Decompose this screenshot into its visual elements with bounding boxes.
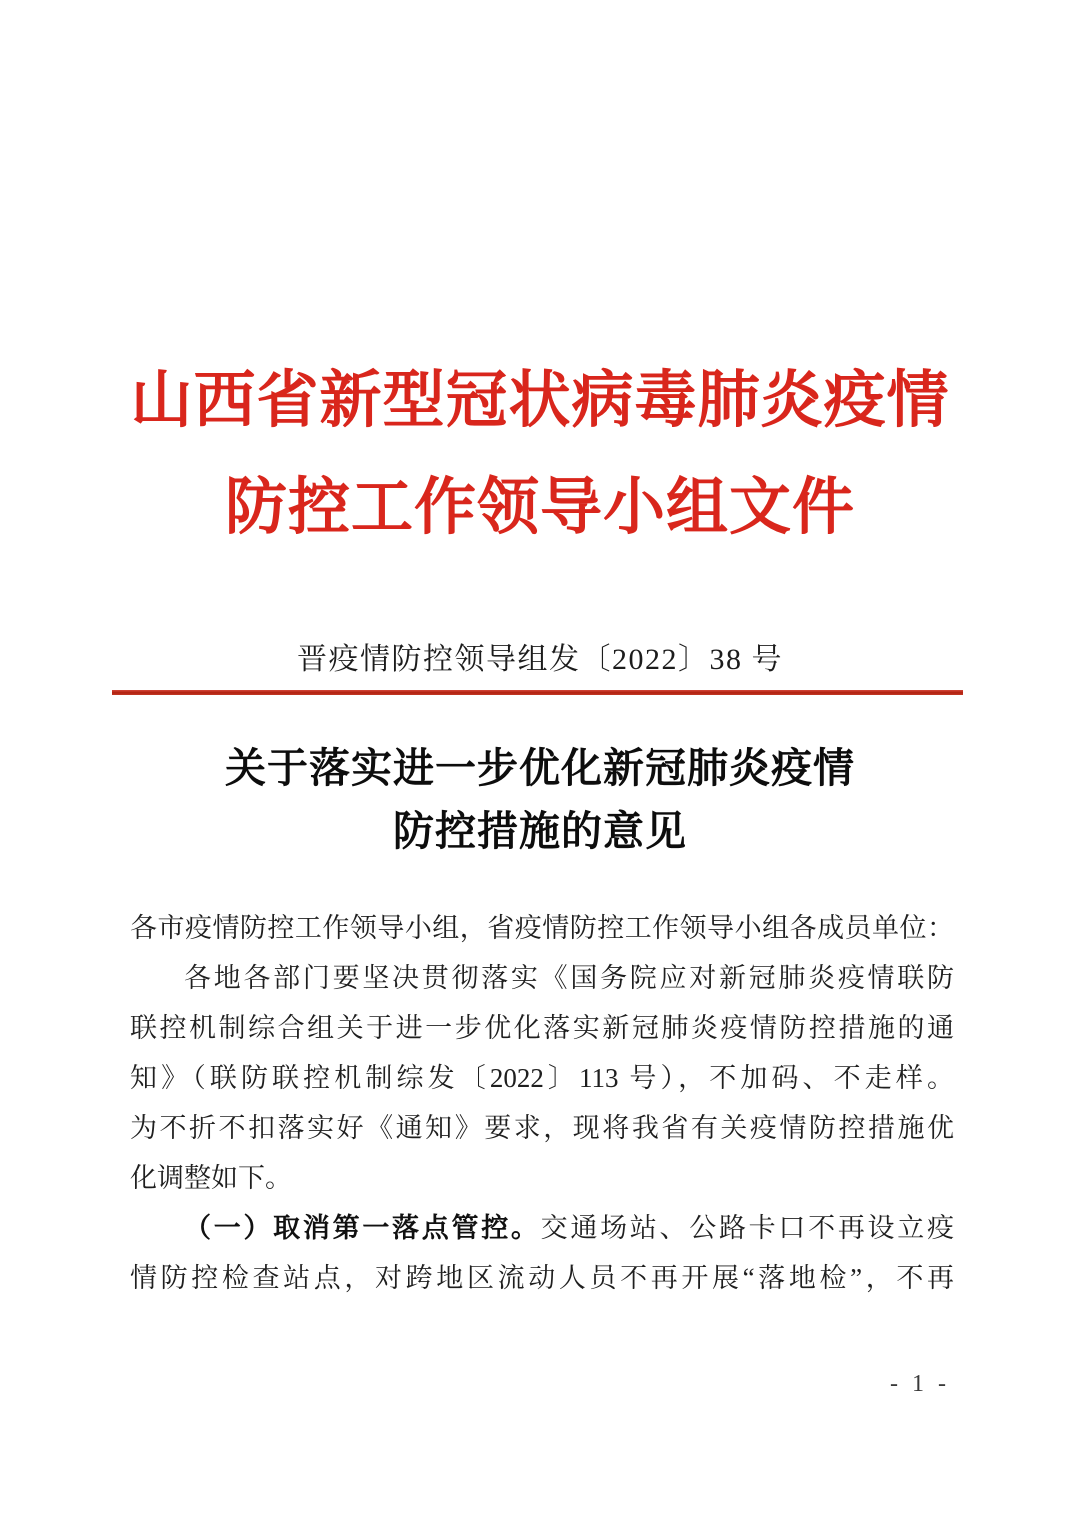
subject-title-line2: 防控措施的意见 bbox=[393, 808, 687, 854]
letterhead-line1: 山西省新型冠状病毒肺炎疫情 bbox=[130, 367, 950, 435]
paragraph1-line3: 知》（联防联控机制综发〔2022〕113 号），不加码、不走样。 bbox=[130, 1063, 954, 1093]
subject-title bbox=[0, 737, 1080, 863]
paragraph1-line2: 联控机制综合组关于进一步优化落实新冠肺炎疫情防控措施的通 bbox=[130, 1013, 954, 1043]
paragraph2-line2: 情防控检查站点，对跨地区流动人员不再开展“落地检”，不再 bbox=[130, 1263, 954, 1293]
letterhead bbox=[0, 348, 1080, 562]
red-divider-rule bbox=[112, 690, 963, 695]
paragraph1-line1: 各地各部门要坚决贯彻落实《国务院应对新冠肺炎疫情联防 bbox=[184, 963, 954, 993]
letterhead-line2: 防控工作领导小组文件 bbox=[224, 474, 855, 542]
page-number: - 1 - bbox=[890, 1371, 950, 1397]
subject-title-line1: 关于落实进一步优化新冠肺炎疫情 bbox=[225, 745, 855, 791]
body-text bbox=[130, 903, 954, 1303]
paragraph2-lead: （一）取消第一落点管控。 bbox=[184, 1213, 541, 1243]
paragraph1-line5: 化调整如下。 bbox=[130, 1163, 292, 1193]
paragraph1-line4: 为不折不扣落实好《通知》要求，现将我省有关疫情防控措施优 bbox=[130, 1113, 954, 1143]
paragraph2-line1-rest: 交通场站、公路卡口不再设立疫 bbox=[540, 1213, 954, 1243]
doc-number: 晋疫情防控领导组发〔2022〕38 号 bbox=[297, 643, 783, 676]
paragraph2-line1 bbox=[130, 1203, 954, 1253]
salutation-line: 各市疫情防控工作领导小组，省疫情防控工作领导小组各成员单位： bbox=[130, 913, 954, 943]
